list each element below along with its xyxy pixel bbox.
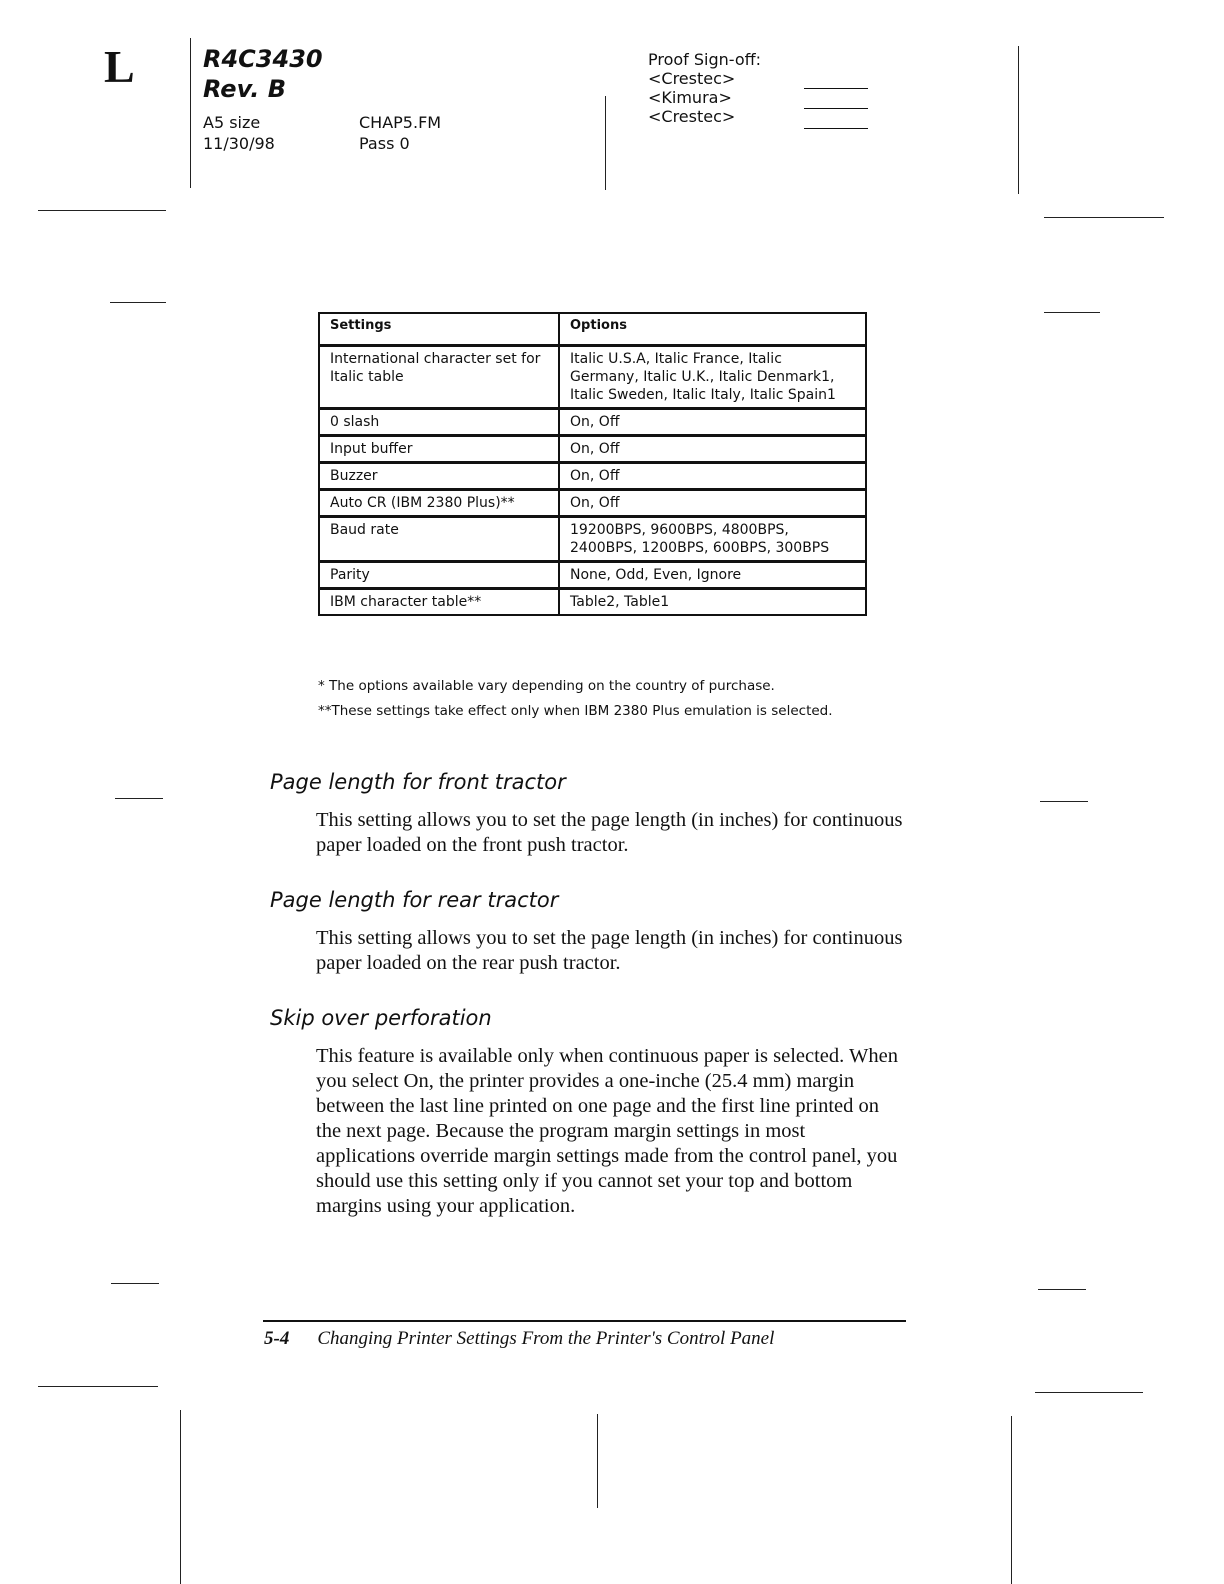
settings-table <box>318 312 867 616</box>
footer-rule <box>263 1320 906 1322</box>
header-divider-right <box>1018 46 1019 194</box>
table-row <box>319 463 866 490</box>
header-divider-left <box>190 38 191 188</box>
signer: <Kimura> <box>648 88 732 107</box>
table-row <box>319 409 866 436</box>
signature-line <box>804 128 868 129</box>
section-body: This setting allows you to set the page length (in inches) for continuous paper loaded on the rear push tractor. <box>316 927 903 974</box>
table-row <box>319 589 866 616</box>
corner-mark: L <box>104 41 135 92</box>
doc-date: 11/30/98 <box>203 134 275 153</box>
table-header: Settings <box>319 313 559 346</box>
setting-options: On, Off <box>559 409 866 436</box>
section-heading: Skip over perforation <box>270 1006 492 1030</box>
signer: <Crestec> <box>648 107 736 126</box>
setting-name: Buzzer <box>319 463 559 490</box>
signature-line <box>804 108 868 109</box>
crop-mark <box>1038 1289 1086 1290</box>
footnote: * The options available vary depending on the country of purchase. <box>318 678 775 694</box>
crop-mark <box>1035 1392 1143 1393</box>
revision: Rev. B <box>203 75 287 103</box>
crop-mark <box>1040 801 1088 802</box>
doc-meta-right <box>359 112 441 154</box>
section-heading: Page length for front tractor <box>270 770 566 794</box>
crop-mark <box>38 1386 158 1387</box>
table-row <box>319 517 866 562</box>
table-row <box>319 436 866 463</box>
signature-line <box>804 88 868 89</box>
setting-name: Auto CR (IBM 2380 Plus)** <box>319 490 559 517</box>
proof-signoff <box>648 50 761 126</box>
crop-mark <box>180 1410 181 1584</box>
chapter-title: Changing Printer Settings From the Printer's Control Panel <box>317 1328 775 1349</box>
setting-options: On, Off <box>559 463 866 490</box>
setting-options: Table2, Table1 <box>559 589 866 616</box>
setting-name: Parity <box>319 562 559 589</box>
setting-options: Italic U.S.A, Italic France, Italic Germany, Italic U.K., Italic Denmark1, Italic Sweden, Italic Italy, Italic Spain1 <box>559 346 866 409</box>
pass-number: Pass 0 <box>359 134 410 153</box>
table-header-row <box>319 313 866 346</box>
page-size: A5 size <box>203 113 261 132</box>
page-footer <box>264 1328 774 1350</box>
file-name: CHAP5.FM <box>359 113 442 132</box>
section-body: This setting allows you to set the page length (in inches) for continuous paper loaded on the front push tractor. <box>316 809 903 856</box>
setting-name: Input buffer <box>319 436 559 463</box>
page-number: 5-4 <box>264 1328 290 1349</box>
crop-mark <box>115 798 163 799</box>
crop-mark <box>1044 217 1164 218</box>
section-body: This feature is available only when continuous paper is selected. When you select On, the printer provides a one-inche (25.4 mm) margin between the last line printed on one page and the first line printed on the next page. Because the program margin settings in most applications override margin settings made from the control panel, you should use this setting only if you cannot set your top and bottom margins using your application. <box>316 1045 898 1217</box>
crop-mark <box>111 1283 159 1284</box>
signer: <Crestec> <box>648 69 736 88</box>
setting-options: On, Off <box>559 436 866 463</box>
setting-options: None, Odd, Even, Ignore <box>559 562 866 589</box>
setting-name: Baud rate <box>319 517 559 562</box>
doc-code-block <box>203 44 323 104</box>
setting-name: IBM character table** <box>319 589 559 616</box>
section-heading: Page length for rear tractor <box>270 888 559 912</box>
table-row <box>319 490 866 517</box>
table-row <box>319 346 866 409</box>
crop-mark <box>38 210 166 211</box>
header-divider-center <box>605 96 606 190</box>
setting-name: International character set for Italic table <box>319 346 559 409</box>
setting-options: 19200BPS, 9600BPS, 4800BPS, 2400BPS, 1200BPS, 600BPS, 300BPS <box>559 517 866 562</box>
doc-meta-left <box>203 112 275 154</box>
table-row <box>319 562 866 589</box>
crop-mark <box>1011 1416 1012 1584</box>
proof-title: Proof Sign-off: <box>648 50 762 69</box>
table-header: Options <box>559 313 866 346</box>
crop-mark <box>597 1414 598 1508</box>
doc-code: R4C3430 <box>203 45 323 73</box>
crop-mark <box>110 302 166 303</box>
setting-options: On, Off <box>559 490 866 517</box>
setting-name: 0 slash <box>319 409 559 436</box>
crop-mark <box>1044 312 1100 313</box>
footnote: **These settings take effect only when IBM 2380 Plus emulation is selected. <box>318 703 833 719</box>
